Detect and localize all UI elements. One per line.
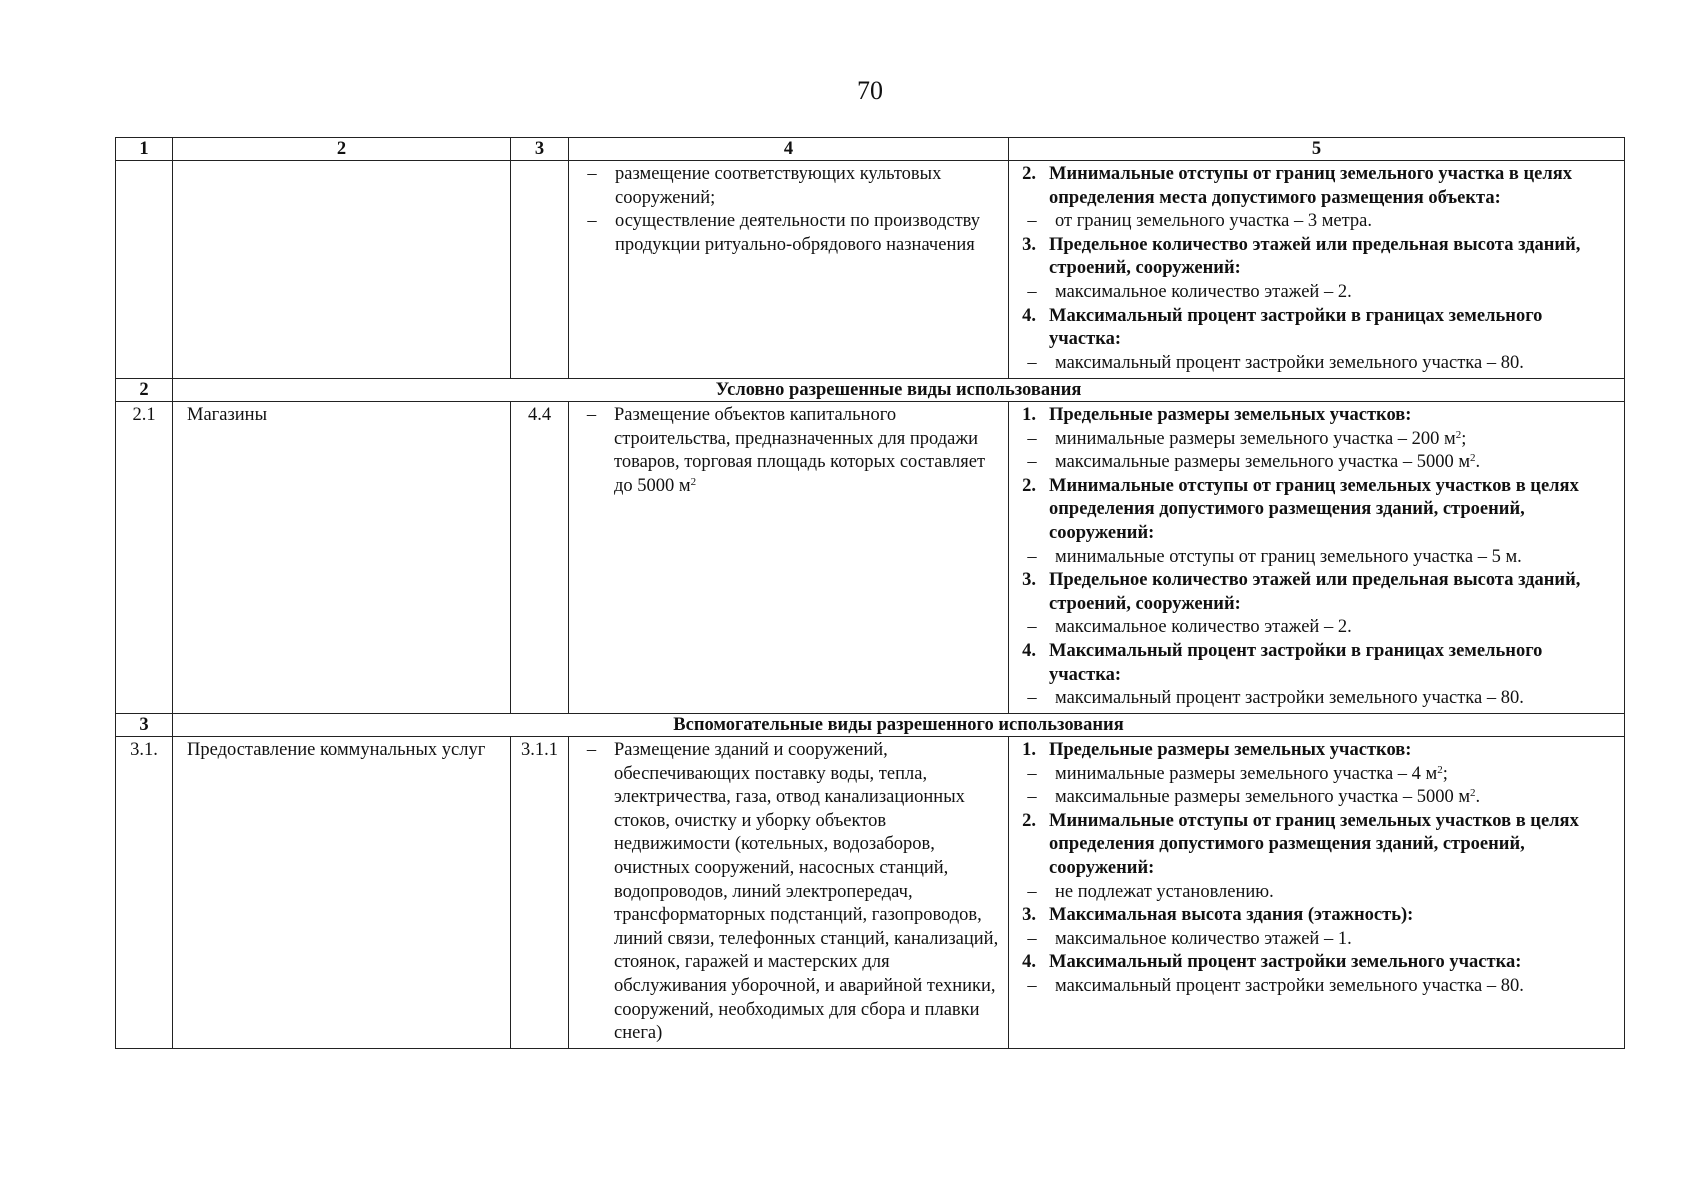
- dash-marker: –: [1027, 881, 1037, 902]
- table-row: [116, 737, 1625, 1049]
- section-header-row: [116, 714, 1625, 737]
- dash-marker: –: [1027, 452, 1037, 473]
- page-number: 70: [857, 76, 883, 105]
- parameter-value: [1009, 546, 1618, 570]
- dash-marker: –: [1027, 688, 1037, 709]
- column-header: 1: [116, 138, 173, 161]
- use-name-cell: Предоставление коммунальных услуг: [173, 737, 511, 1049]
- column-header: 2: [173, 138, 511, 161]
- parameter-text: Предельное количество этажей или предельная высота зданий, строений, сооружений:: [1049, 570, 1581, 614]
- use-description-cell: [569, 402, 1009, 714]
- parameters-cell: [1009, 161, 1625, 379]
- superscript: 2: [1470, 787, 1476, 800]
- parameter-text: Максимальный процент застройки земельного участка:: [1049, 952, 1522, 973]
- parameter-text: максимальный процент застройки земельного участка – 80.: [1055, 352, 1524, 373]
- list-item: – Размещение объектов капитального строительства, предназначенных для продажи товаров, торговая площадь которых составляет до 5000 $м^2$: [569, 404, 1002, 498]
- punctuation: ;: [1442, 763, 1448, 784]
- row-number-cell: 3.1.: [116, 737, 173, 1049]
- section-title: Условно разрешенные виды использования: [173, 379, 1625, 402]
- section-number: 2: [116, 379, 173, 402]
- parameter-text: максимальный процент застройки земельного участка – 80.: [1055, 975, 1524, 996]
- parameter-text: Максимальный процент застройки в границах земельного участка:: [1049, 640, 1543, 685]
- dash-marker: –: [587, 211, 597, 232]
- dash-marker: –: [1027, 928, 1037, 949]
- parameter-text: Максимальная высота здания (этажность):: [1049, 905, 1414, 926]
- parameter-value: [1009, 687, 1618, 711]
- regulations-table: [115, 137, 1625, 1049]
- dash-marker: –: [1027, 352, 1037, 373]
- parameter-text: максимальное количество этажей – 1.: [1055, 928, 1352, 949]
- parameter-text: минимальные размеры земельного участка – 200 м: [1055, 428, 1456, 449]
- parameter-value: [1009, 786, 1618, 810]
- parameter-value: [1009, 428, 1618, 452]
- column-header-row: [116, 138, 1625, 161]
- parameter-heading: [1009, 810, 1618, 881]
- column-header: 3: [511, 138, 569, 161]
- item-number: 2.: [1022, 475, 1036, 496]
- parameter-text: Минимальные отступы от границ земельных участков в целях определения допустимого размещения зданий, строений, сооружений:: [1049, 475, 1579, 543]
- parameter-text: минимальные отступы от границ земельного участка – 5 м.: [1055, 546, 1522, 567]
- parameter-value: [1009, 763, 1618, 787]
- parameter-text: не подлежат установлению.: [1055, 881, 1274, 902]
- use-name-cell: Магазины: [173, 402, 511, 714]
- item-number: 4.: [1022, 640, 1036, 661]
- punctuation: .: [1475, 787, 1481, 808]
- parameter-text: от границ земельного участка – 3 метра.: [1055, 211, 1373, 232]
- parameter-text: Минимальные отступы от границ земельных участков в целях определения допустимого размещения зданий, строений, сооружений:: [1049, 810, 1579, 878]
- list-item: – осуществление деятельности по производству продукции ритуально-обрядового назначения: [569, 210, 1002, 257]
- parameter-heading: [1009, 305, 1618, 352]
- section-title: Вспомогательные виды разрешенного использования: [173, 714, 1625, 737]
- table-row: [116, 402, 1625, 714]
- parameter-text: максимальные размеры земельного участка – 5000 м: [1055, 787, 1471, 808]
- item-number: 4.: [1022, 952, 1036, 973]
- item-number: 3.: [1022, 234, 1036, 255]
- use-name-cell: [173, 161, 511, 379]
- use-description-cell: [569, 737, 1009, 1049]
- dash-marker: –: [1027, 787, 1037, 808]
- item-number: 1.: [1022, 740, 1036, 760]
- parameter-value: [1009, 451, 1618, 475]
- superscript: 2: [1470, 452, 1476, 465]
- superscript: 2: [1455, 428, 1462, 441]
- dash-marker: –: [1027, 546, 1037, 567]
- dash-marker: –: [586, 740, 597, 760]
- parameters-cell: [1009, 402, 1625, 714]
- parameter-heading: [1009, 739, 1618, 763]
- parameter-heading: [1009, 163, 1618, 210]
- list-item: – размещение соответствующих культовых сооружений;: [569, 163, 1002, 210]
- parameter-heading: [1009, 404, 1618, 428]
- dash-marker: –: [586, 405, 597, 425]
- section-number: 3: [116, 714, 173, 737]
- parameter-heading: [1009, 904, 1618, 928]
- superscript: 2: [1437, 763, 1443, 776]
- parameter-text: Минимальные отступы от границ земельного участка в целях определения места допустимого размещения объекта:: [1049, 164, 1572, 208]
- item-number: 3.: [1022, 905, 1036, 926]
- parameter-value: [1009, 281, 1618, 305]
- use-description-cell: [569, 161, 1009, 379]
- item-number: 1.: [1022, 405, 1036, 425]
- parameter-text: минимальные размеры земельного участка – 4 м: [1055, 763, 1438, 784]
- use-code-cell: 3.1.1: [511, 737, 569, 1049]
- parameter-heading: [1009, 475, 1618, 546]
- punctuation: .: [1475, 452, 1481, 473]
- parameter-value: [1009, 616, 1618, 640]
- list-item: – Размещение зданий и сооружений, обеспечивающих поставку воды, тепла, электричества, газа, отвод канализационных стоков, очистку и уборку объектов недвижимости (котельных, водозаборов, очистных сооружений, насосных станций, водопроводов, линий электропередач, трансформаторных подстанций, газопроводов, линий связи, телефонных станций, канализаций, стоянок, гаражей и мастерских для обслуживания уборочной, и аварийной техники, сооружений, необходимых для сбора и плавки снега): [569, 739, 1002, 1046]
- item-number: 2.: [1022, 810, 1036, 831]
- parameter-text: Предельные размеры земельных участков:: [1049, 740, 1412, 760]
- use-code-cell: [511, 161, 569, 379]
- parameter-heading: [1009, 569, 1618, 616]
- parameter-heading: [1009, 234, 1618, 281]
- dash-marker: –: [1027, 281, 1037, 302]
- dash-marker: –: [1027, 428, 1037, 449]
- dash-marker: –: [1027, 617, 1037, 638]
- item-number: 4.: [1022, 305, 1036, 326]
- dash-marker: –: [1027, 975, 1037, 996]
- parameter-heading: [1009, 640, 1618, 687]
- row-number-cell: [116, 161, 173, 379]
- parameter-text: максимальное количество этажей – 2.: [1055, 281, 1352, 302]
- parameter-text: Максимальный процент застройки в границах земельного участка:: [1049, 305, 1543, 350]
- row-number-cell: 2.1: [116, 402, 173, 714]
- parameter-value: [1009, 210, 1618, 234]
- punctuation: ;: [1461, 428, 1467, 449]
- parameter-heading: [1009, 951, 1618, 975]
- item-number: 2.: [1022, 164, 1036, 184]
- item-number: 3.: [1022, 570, 1036, 591]
- dash-marker: –: [1027, 763, 1037, 784]
- dash-marker: –: [587, 164, 597, 184]
- parameter-value: [1009, 975, 1618, 999]
- parameter-text: Предельные размеры земельных участков:: [1049, 405, 1412, 425]
- section-header-row: [116, 379, 1625, 402]
- parameter-text: максимальные размеры земельного участка – 5000 м: [1055, 452, 1471, 473]
- parameter-text: максимальное количество этажей – 2.: [1055, 617, 1352, 638]
- parameter-text: максимальный процент застройки земельного участка – 80.: [1055, 688, 1524, 709]
- parameter-text: Предельное количество этажей или предельная высота зданий, строений, сооружений:: [1049, 234, 1581, 279]
- parameter-value: [1009, 928, 1618, 952]
- parameter-value: [1009, 352, 1618, 376]
- parameter-value: [1009, 881, 1618, 905]
- dash-marker: –: [1027, 211, 1037, 232]
- column-header: 5: [1009, 138, 1625, 161]
- column-header: 4: [569, 138, 1009, 161]
- use-code-cell: 4.4: [511, 402, 569, 714]
- parameters-cell: [1009, 737, 1625, 1049]
- table-row: [116, 161, 1625, 379]
